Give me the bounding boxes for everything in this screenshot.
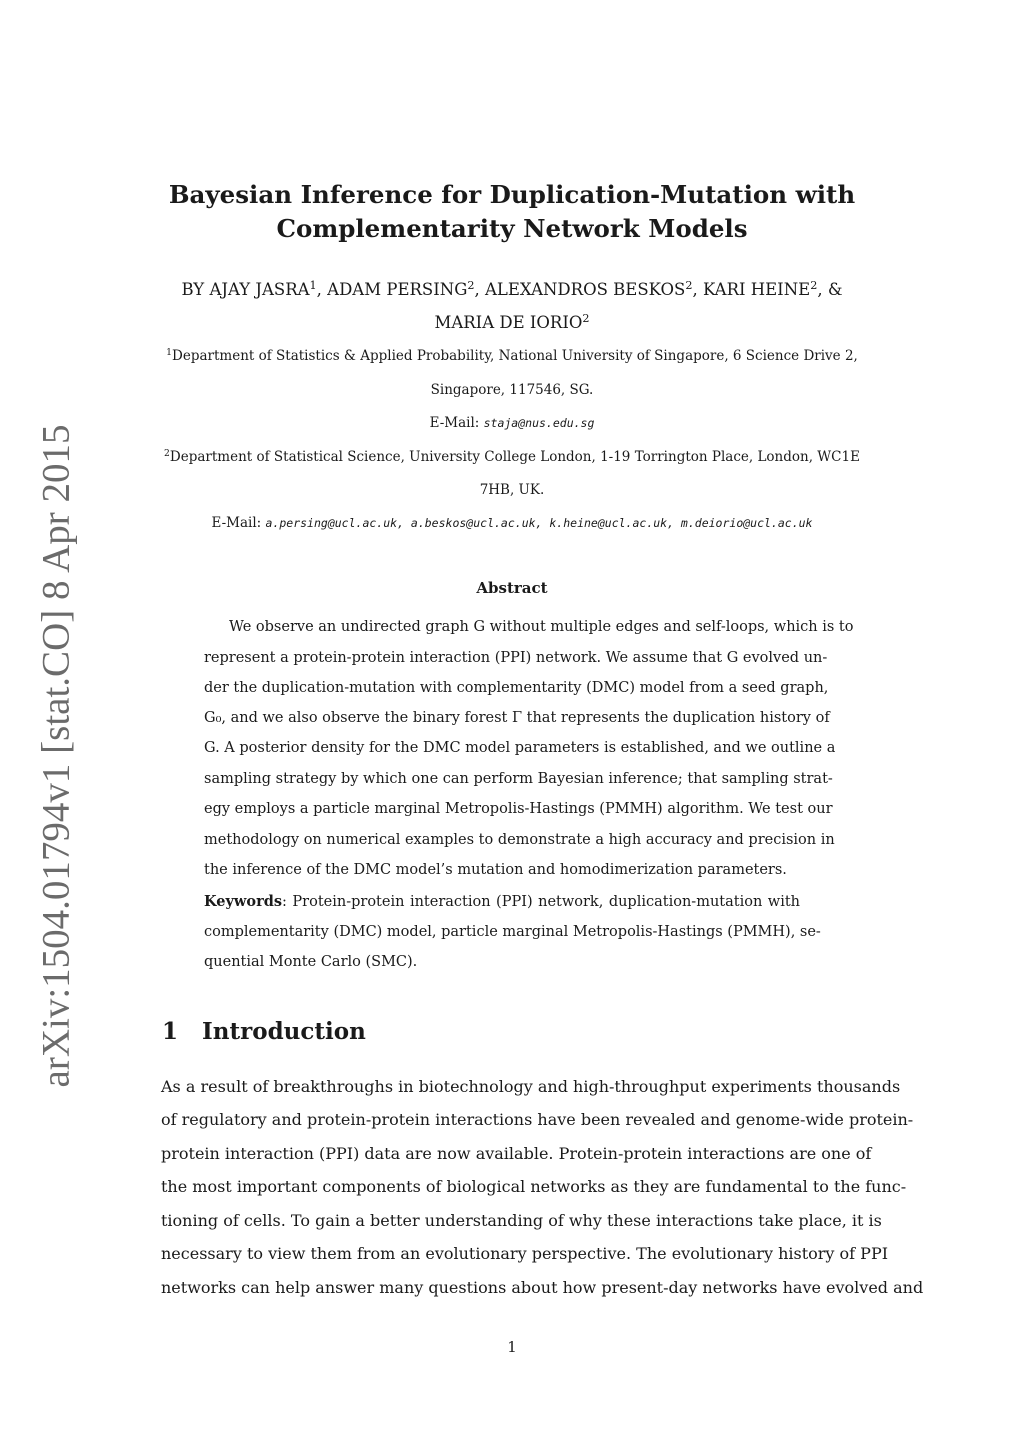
affiliation-1-email[interactable]: staja@nus.edu.sg bbox=[483, 416, 595, 430]
abstract-line: methodology on numerical examples to demonstrate a high accuracy and precision in bbox=[204, 832, 835, 848]
section-heading bbox=[162, 1018, 366, 1045]
paper-title bbox=[0, 178, 1024, 246]
keywords-line-2: complementarity (DMC) model, particle marginal Metropolis-Hastings (PMMH), se- bbox=[204, 924, 821, 940]
author-3-affiliation-mark: 2 bbox=[685, 278, 693, 292]
affiliation-2-mark: 2 bbox=[164, 447, 170, 459]
affiliation-1-text: Department of Statistics & Applied Probability, National University of Singapore, 6 Science Drive 2, bbox=[172, 348, 858, 364]
author-list-separator: , & bbox=[817, 280, 843, 299]
paper-title-line-2: Complementarity Network Models bbox=[276, 214, 748, 243]
page-number: 1 bbox=[507, 1338, 517, 1356]
affiliation-2-emails[interactable]: a.persing@ucl.ac.uk, a.beskos@ucl.ac.uk, k.heine@ucl.ac.uk, m.deiorio@ucl.ac.uk bbox=[265, 516, 813, 530]
body-line: tioning of cells. To gain a better understanding of why these interactions take place, it is bbox=[161, 1211, 882, 1230]
arxiv-identifier-stamp: arXiv:1504.01794v1 [stat.CO] 8 Apr 2015 bbox=[34, 424, 78, 1088]
body-line: protein interaction (PPI) data are now available. Protein-protein interactions are one of bbox=[161, 1144, 872, 1163]
abstract-heading: Abstract bbox=[476, 579, 548, 597]
email-label: E-Mail: bbox=[429, 415, 484, 431]
affiliation-1-mark: 1 bbox=[166, 346, 173, 358]
affiliation-2-line-2: 7HB, UK. bbox=[479, 482, 545, 498]
abstract-line: the inference of the DMC model’s mutation and homodimerization parameters. bbox=[204, 862, 787, 878]
author-3: , ALEXANDROS BESKOS bbox=[474, 280, 686, 299]
section-number: 1 bbox=[162, 1018, 179, 1045]
affiliation-2-email-line bbox=[0, 515, 1024, 531]
body-line: the most important components of biological networks as they are fundamental to the func- bbox=[161, 1177, 907, 1196]
abstract-line: represent a protein-protein interaction (PPI) network. We assume that G evolved un- bbox=[204, 650, 828, 666]
abstract-line: G. A posterior density for the DMC model parameters is established, and we outline a bbox=[204, 740, 836, 756]
body-line: networks can help answer many questions about how present-day networks have evolved and bbox=[161, 1278, 924, 1297]
abstract-line: G₀, and we also observe the binary forest Γ that represents the duplication history of bbox=[204, 710, 830, 726]
keywords-text: : Protein-protein interaction (PPI) network, duplication-mutation with bbox=[282, 894, 800, 910]
author-list-line-1 bbox=[0, 280, 1024, 299]
author-2: , ADAM PERSING bbox=[316, 280, 468, 299]
abstract-line: sampling strategy by which one can perform Bayesian inference; that sampling strat- bbox=[204, 771, 833, 787]
affiliation-1-line-2: Singapore, 117546, SG. bbox=[430, 382, 594, 398]
author-5-affiliation-mark: 2 bbox=[582, 311, 590, 325]
body-line: of regulatory and protein-protein interactions have been revealed and genome-wide protein- bbox=[161, 1110, 914, 1129]
keywords-line-1 bbox=[204, 893, 800, 910]
keywords-label: Keywords bbox=[204, 893, 283, 910]
abstract-line: der the duplication-mutation with complementarity (DMC) model from a seed graph, bbox=[204, 680, 829, 696]
author-1: BY AJAY JASRA bbox=[181, 280, 310, 299]
section-title: Introduction bbox=[202, 1018, 366, 1045]
author-1-affiliation-mark: 1 bbox=[309, 278, 317, 292]
keywords-line-3: quential Monte Carlo (SMC). bbox=[204, 954, 418, 970]
affiliation-1-line-1 bbox=[0, 348, 1024, 364]
affiliation-2-text: Department of Statistical Science, University College London, 1-19 Torrington Place, London, WC1E bbox=[169, 449, 860, 465]
affiliation-1-email-line bbox=[0, 415, 1024, 431]
abstract-line: egy employs a particle marginal Metropolis-Hastings (PMMH) algorithm. We test our bbox=[204, 801, 833, 817]
body-line: necessary to view them from an evolutionary perspective. The evolutionary history of PPI bbox=[161, 1244, 889, 1263]
author-list-line-2 bbox=[0, 313, 1024, 332]
abstract-line: We observe an undirected graph G without multiple edges and self-loops, which is to bbox=[229, 619, 854, 635]
paper-title-line-1: Bayesian Inference for Duplication-Mutation with bbox=[168, 180, 856, 209]
author-4-affiliation-mark: 2 bbox=[810, 278, 818, 292]
affiliation-2-line-1 bbox=[0, 449, 1024, 465]
author-4: , KARI HEINE bbox=[692, 280, 811, 299]
email-label: E-Mail: bbox=[211, 515, 266, 531]
body-line: As a result of breakthroughs in biotechnology and high-throughput experiments thousands bbox=[161, 1077, 901, 1096]
author-5: MARIA DE IORIO bbox=[434, 313, 583, 332]
author-2-affiliation-mark: 2 bbox=[467, 278, 475, 292]
